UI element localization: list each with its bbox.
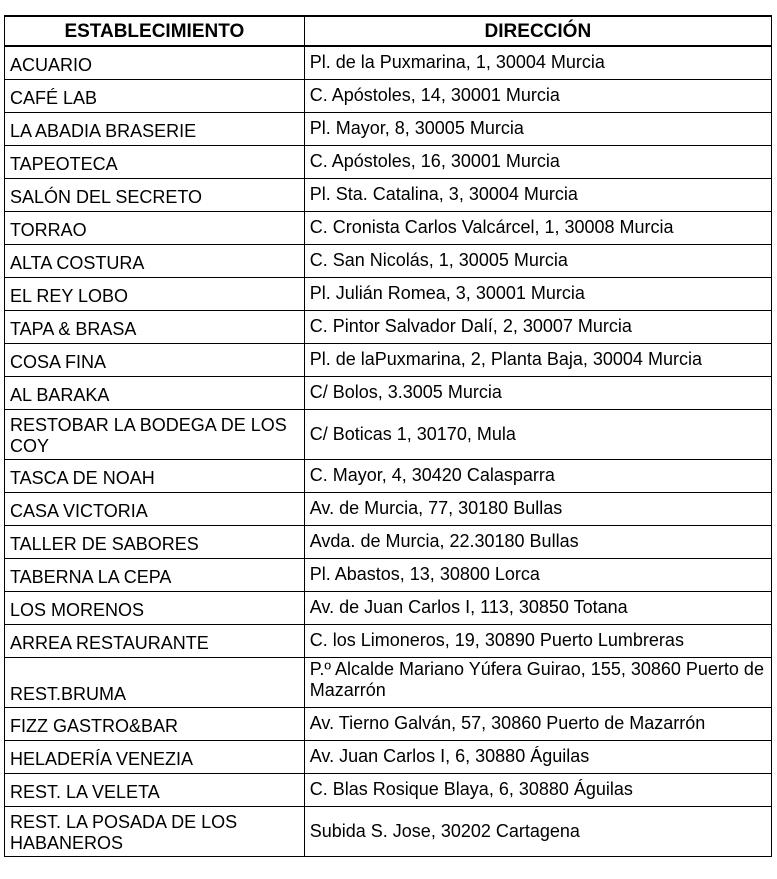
establishment-name: FIZZ GASTRO&BAR	[5, 707, 305, 740]
establishment-name: TAPEOTECA	[5, 145, 305, 178]
establishment-address: Pl. de la Puxmarina, 1, 30004 Murcia	[304, 46, 771, 79]
table-row	[5, 492, 772, 525]
establishment-name: AL BARAKA	[5, 376, 305, 409]
table-row	[5, 740, 772, 773]
establishments-table	[4, 15, 772, 857]
header-address: DIRECCIÓN	[304, 16, 771, 46]
table-row	[5, 707, 772, 740]
establishment-address: C. Blas Rosique Blaya, 6, 30880 Águilas	[304, 773, 771, 806]
establishment-name: CAFÉ LAB	[5, 79, 305, 112]
establishment-address: Pl. Abastos, 13, 30800 Lorca	[304, 558, 771, 591]
establishment-address: C. los Limoneros, 19, 30890 Puerto Lumbreras	[304, 624, 771, 657]
table-row	[5, 459, 772, 492]
establishment-address: Pl. Mayor, 8, 30005 Murcia	[304, 112, 771, 145]
establishment-name: ARREA RESTAURANTE	[5, 624, 305, 657]
establishment-name: REST. LA VELETA	[5, 773, 305, 806]
establishment-address: C. Apóstoles, 16, 30001 Murcia	[304, 145, 771, 178]
establishment-address: P.º Alcalde Mariano Yúfera Guirao, 155, 30860 Puerto de Mazarrón	[304, 657, 771, 707]
establishment-address: Av. de Juan Carlos I, 113, 30850 Totana	[304, 591, 771, 624]
establishment-address: C. Apóstoles, 14, 30001 Murcia	[304, 79, 771, 112]
establishments-table-container	[4, 15, 772, 857]
table-row	[5, 79, 772, 112]
header-row	[5, 16, 772, 46]
establishment-name: LOS MORENOS	[5, 591, 305, 624]
establishment-address: Pl. Julián Romea, 3, 30001 Murcia	[304, 277, 771, 310]
establishment-address: C. San Nicolás, 1, 30005 Murcia	[304, 244, 771, 277]
establishment-name: LA ABADIA BRASERIE	[5, 112, 305, 145]
establishment-name: TASCA DE NOAH	[5, 459, 305, 492]
establishment-name: SALÓN DEL SECRETO	[5, 178, 305, 211]
establishment-address: C. Pintor Salvador Dalí, 2, 30007 Murcia	[304, 310, 771, 343]
establishment-address: Pl. Sta. Catalina, 3, 30004 Murcia	[304, 178, 771, 211]
table-row	[5, 376, 772, 409]
establishment-address: C. Mayor, 4, 30420 Calasparra	[304, 459, 771, 492]
establishment-address: C. Cronista Carlos Valcárcel, 1, 30008 Murcia	[304, 211, 771, 244]
establishment-address: Subida S. Jose, 30202 Cartagena	[304, 806, 771, 856]
table-row	[5, 591, 772, 624]
table-row	[5, 112, 772, 145]
table-row	[5, 178, 772, 211]
establishment-address: Av. Juan Carlos I, 6, 30880 Águilas	[304, 740, 771, 773]
establishment-name: REST.BRUMA	[5, 657, 305, 707]
table-row	[5, 244, 772, 277]
establishment-name: HELADERÍA VENEZIA	[5, 740, 305, 773]
table-row	[5, 624, 772, 657]
establishment-name: TAPA & BRASA	[5, 310, 305, 343]
establishment-name: REST. LA POSADA DE LOS HABANEROS	[5, 806, 305, 856]
table-row	[5, 409, 772, 459]
establishment-address: Avda. de Murcia, 22.30180 Bullas	[304, 525, 771, 558]
table-row	[5, 806, 772, 856]
establishment-name: TABERNA LA CEPA	[5, 558, 305, 591]
establishment-address: Av. Tierno Galván, 57, 30860 Puerto de Mazarrón	[304, 707, 771, 740]
table-row	[5, 525, 772, 558]
establishment-name: COSA FINA	[5, 343, 305, 376]
table-row	[5, 277, 772, 310]
table-row	[5, 145, 772, 178]
header-establishment: ESTABLECIMIENTO	[5, 16, 305, 46]
table-row	[5, 657, 772, 707]
establishment-address: C/ Bolos, 3.3005 Murcia	[304, 376, 771, 409]
table-row	[5, 773, 772, 806]
table-row	[5, 46, 772, 79]
establishment-address: Pl. de laPuxmarina, 2, Planta Baja, 30004 Murcia	[304, 343, 771, 376]
establishment-name: ALTA COSTURA	[5, 244, 305, 277]
table-row	[5, 211, 772, 244]
table-row	[5, 343, 772, 376]
establishment-address: C/ Boticas 1, 30170, Mula	[304, 409, 771, 459]
establishment-address: Av. de Murcia, 77, 30180 Bullas	[304, 492, 771, 525]
table-row	[5, 310, 772, 343]
table-row	[5, 558, 772, 591]
establishment-name: EL REY LOBO	[5, 277, 305, 310]
establishment-name: ACUARIO	[5, 46, 305, 79]
establishment-name: CASA VICTORIA	[5, 492, 305, 525]
establishment-name: TORRAO	[5, 211, 305, 244]
establishment-name: RESTOBAR LA BODEGA DE LOS COY	[5, 409, 305, 459]
establishment-name: TALLER DE SABORES	[5, 525, 305, 558]
